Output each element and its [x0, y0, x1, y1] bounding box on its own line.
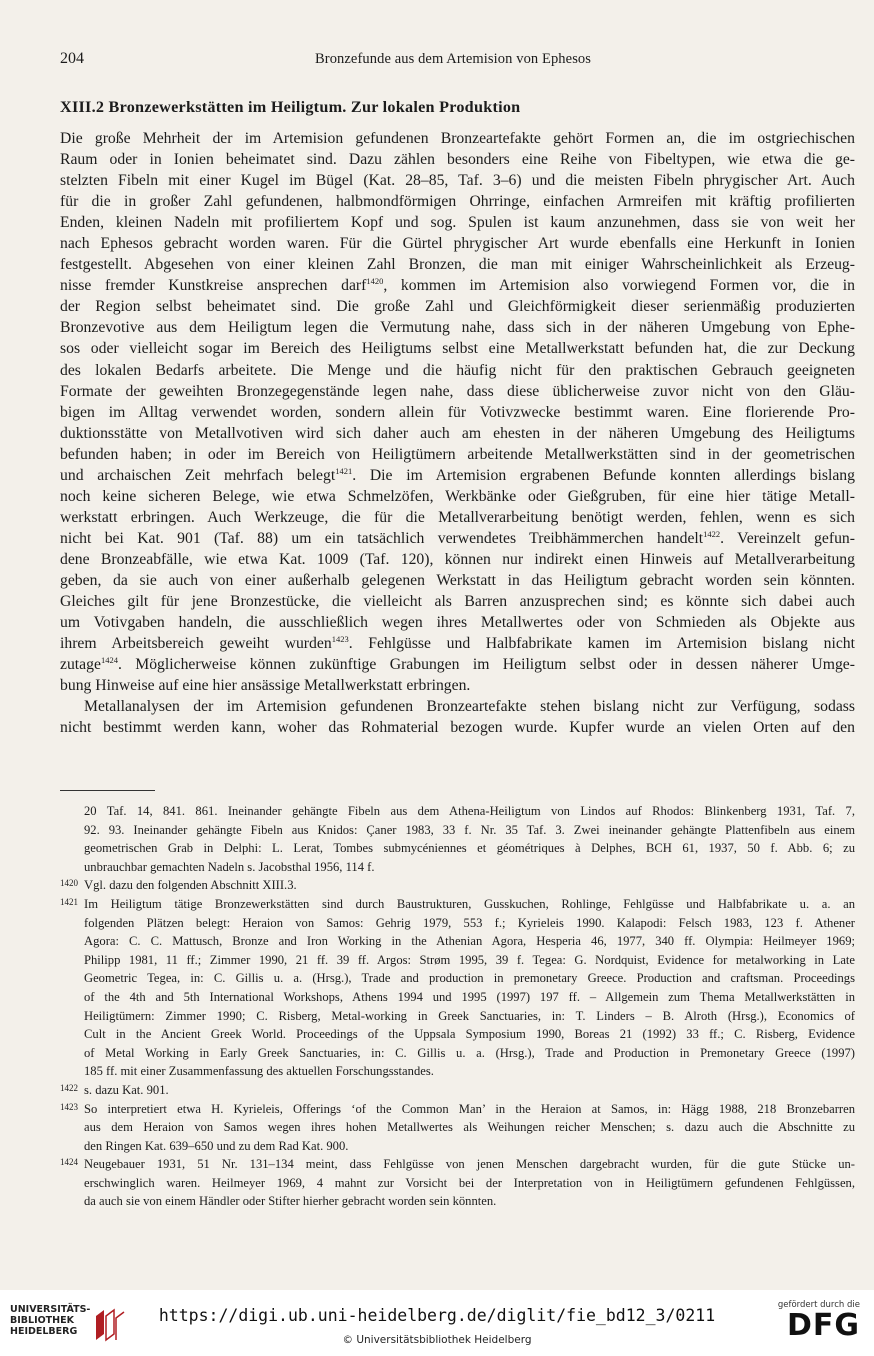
footnote-number: 1420	[60, 878, 78, 889]
body-line: ihrem Arbeitsbereich geweiht wurden$^{1423}$. Fehlgüsse und Halbfabrikate kamen im Artemision bislang nicht	[60, 634, 855, 653]
footnote-ref[interactable]: 1422	[703, 528, 721, 539]
footnote-ref[interactable]: 1420	[366, 276, 384, 287]
body-line: Enden, kleinen Nadeln mit profiliertem Kopf und sog. Spulen ist kaum anzunehmen, dass sie von weit her	[60, 214, 855, 232]
footnote-number: 1423	[60, 1101, 78, 1112]
funder-label: gefördert durch die	[777, 1300, 860, 1310]
footnote-line: Philipp 1981, 11 ff.; Zimmer 1990, 21 ff. 39 ff. Argos: Strøm 1995, 39 f. Tegea: G. Nordquist, Evidence for metalworking in Late	[84, 952, 855, 967]
footnote-number: 1424	[60, 1157, 78, 1168]
body-line: Raum oder in Ionien beheimatet sind. Dazu zählen besonders eine Reihe von Fibeltypen, wie etwa die ge-	[60, 151, 855, 169]
body-line: sos oder vielleicht sogar im Bereich des Heiligtums selbst eine Metallwerkstatt befunden hat, die zur Deckung	[60, 340, 855, 358]
footnote-line: unbrauchbar gemachten Nadeln s. Jacobsthal 1956, 114 f.	[84, 859, 375, 874]
section-heading: XIII.2 Bronzewerkstätten im Heiligtum. Zur lokalen Produktion	[60, 98, 521, 116]
footnote-line: 92. 93. Ineinander gehängte Fibeln aus Knidos: Çaner 1983, 33 f. Nr. 35 Taf. 3. Zwei ineinander gehängte Plattenfibeln aus einem	[84, 822, 855, 837]
body-line: duktionsstätte von Metallvotiven wird sich daher auch am ehesten in der näheren Umgebung des Heiligtums	[60, 424, 855, 442]
footnote-line: folgenden Plätzen belegt: Heraion von Samos: Gehrig 1979, 553 f.; Kyrieleis 1990. Kalapodi: Felsch 1983, 123 f. Athener	[84, 915, 855, 930]
footnote-ref[interactable]: 1421	[335, 465, 353, 476]
body-line: noch keine sicheren Belege, wie etwa Schmelzöfen, Werkbänke oder Gießgruben, für eine hier tätige Metall-	[60, 487, 855, 505]
body-line: festgestellt. Abgesehen von einer kleinen Zahl Bronzen, die man mit einiger Wahrscheinlichkeit als Erzeug-	[60, 256, 855, 274]
footnote-1420	[60, 876, 855, 895]
body-line: Die große Mehrheit der im Artemision gefundenen Bronzeartefakte gehört Formen an, die im ostgriechischen	[60, 130, 855, 147]
body-line: stelzten Fibeln mit einer Kugel im Bügel (Kat. 28–85, Taf. 3–6) und die meisten Fibeln phrygischer Art. Auch	[60, 172, 855, 190]
body-line: nicht bei Kat. 901 (Taf. 88) um ein tatsächlich verwendetes Treibhämmerchen handelt$^{1422}$. Vereinzelt gefun-	[60, 528, 855, 547]
page-header	[60, 50, 855, 72]
footnote-1421	[60, 895, 855, 1081]
body-line: nisse fremder Kunstkreise ansprechen darf$^{1420}$, kommen im Artemision also vorwiegend Formen vor, die in	[60, 276, 855, 295]
body-line: Bronzevotive aus dem Heiligtum legen die Vermutung nahe, dass sich in der näheren Umgebung von Ephe-	[60, 319, 855, 337]
copyright-notice: © Universitätsbibliothek Heidelberg	[342, 1334, 532, 1346]
footnote-line: 20 Taf. 14, 841. 861. Ineinander gehängte Fibeln aus dem Athena-Heiligtum von Lindos auf Rhodos: Blinkenberg 1931, Taf. 7,	[84, 804, 855, 818]
footnote-line: geometrischen Grab in Delphi: L. Lerat, Tombes submycéniennes et géométriques à Delphes, BCH 61, 1937, 50 f. Abb. 6; zu	[84, 841, 855, 856]
footnote-line: So interpretiert etwa H. Kyrieleis, Offerings ‘of the Common Man’ in the Heraion at Samos, in: Hägg 1988, 218 Bronzebarren	[84, 1101, 855, 1116]
footnote-line: of the 4th and 5th International Workshops, Athens 1994 und 1995 (1997) 197 ff. – Allgemein zum Thema Metallwerkstätten in	[84, 989, 855, 1004]
footnote-line: den Ringen Kat. 639–650 und zu dem Rad Kat. 900.	[84, 1138, 349, 1153]
footnote-ref[interactable]: 1424	[100, 655, 118, 666]
document-url-link[interactable]: https://digi.ub.uni-heidelberg.de/diglit/fie_bd12_3/0211	[158, 1306, 716, 1325]
footnote-line: of Metal Working in Early Greek Sanctuaries, in: C. Gillis u. a. (Hrsg.), Trade and Production in Premonetary Greece (1997)	[84, 1045, 855, 1060]
body-line: nicht bestimmt werden kann, woher das Rohmaterial bezogen wurde. Kupfer wurde an vielen Orten auf den	[60, 719, 855, 737]
footnote-number: 1421	[60, 896, 78, 907]
footnote-1422	[60, 1081, 855, 1100]
body-line: bung Hinweise auf eine hier ansässige Metallwerkstatt erbringen.	[60, 677, 471, 695]
footnote-line: Cult in the Ancient Greek World. Proceedings of the Uppsala Symposium 1990, Boreas 21 (1992) 33 ff.; C. Risberg, Evidence	[84, 1027, 855, 1042]
body-line: für die in großer Zahl gefundenen, halbmondförmigen Ohrringe, einfachen Armreifen mit kräftig profilierten	[60, 193, 855, 211]
footnote-divider	[60, 790, 155, 791]
running-title: Bronzefunde aus dem Artemision von Ephesos	[315, 51, 592, 67]
body-line: zutage$^{1424}$. Möglicherweise können zukünftige Grabungen im Heiligtum selbst oder in dessen näherer Umge-	[60, 655, 855, 674]
body-line: Metallanalysen der im Artemision gefundenen Bronzeartefakte stehen bislang nicht zur Verfügung, sodass	[84, 698, 855, 716]
footnote-continued	[60, 802, 855, 876]
footnote-line: Geometric Tegea, in: C. Gillis u. a. (Hrsg.), Trade and production in premonetary Greece. Production and craftsman. Proceedings	[84, 971, 855, 986]
viewer-footer	[0, 1290, 874, 1356]
body-line: werkstatt erbringen. Auch Werkzeuge, die für die Metallverarbeitung benötigt werden, fehlen, wenn es sich	[60, 508, 855, 526]
footnote-1424	[60, 1155, 855, 1211]
footnote-line: da auch sie von einem Händler oder Stifter hierher gebracht worden sein könnten.	[84, 1194, 497, 1209]
library-logo-text: UNIVERSITÄTS- BIBLIOTHEK HEIDELBERG	[10, 1304, 91, 1337]
body-line: Formate der geweihten Bronzegegenstände legen nahe, dass diese üblicherweise zuvor nicht von den Gläu-	[60, 382, 855, 400]
page-number: 204	[60, 50, 84, 67]
footnote-line: Agora: C. C. Mattusch, Bronze and Iron Working in the Athenian Agora, Hesperia 46, 1977, 340 ff. Olympia: Heilmeyer 1969;	[84, 934, 855, 949]
footnote-ref[interactable]: 1423	[331, 634, 349, 645]
footnotes	[60, 802, 855, 1211]
funder-logo[interactable]	[764, 1300, 860, 1342]
body-line: des lokalen Bedarfs arbeitete. Die Menge und die häufig nicht für den praktischen Gebrauch geeigneten	[60, 361, 855, 379]
body-line: nach Ephesos gebracht worden waren. Für die Gürtel phrygischer Art wurde ebenfalls eine Herkunft in Ionien	[60, 235, 855, 253]
footnote-line: Vgl. dazu den folgenden Abschnitt XIII.3.	[84, 878, 297, 893]
body-line: und archaischen Zeit mehrfach belegt$^{1421}$. Die im Artemision ergrabenen Befunde konnten allerdings bislang	[60, 465, 855, 484]
footnote-line: s. dazu Kat. 901.	[84, 1082, 169, 1097]
footnote-line: aus dem Heraion von Samos wegen ihres hohen Metallwertes als Weihungen reicher Menschen; s. dazu auch die Abschnitte zu	[84, 1120, 855, 1135]
body-line: befunden haben; in oder im Bereich von Heiligtümern arbeitende Metallwerkstätten sind in der geometrischen	[60, 445, 855, 463]
footnote-line: Neugebauer 1931, 51 Nr. 131–134 meint, dass Fehlgüsse von jenen Menschen dargebracht wurden, für die gute Stücke un-	[84, 1157, 855, 1172]
body-line: um Votivgaben handeln, die ausschließlich wegen ihres Metallwertes oder von Schmieden als Objekte aus	[60, 614, 855, 632]
body-line: der Region selbst beheimatet sind. Die große Zahl und Gleichförmigkeit dieser serienmäßig produzierten	[60, 298, 855, 316]
footnote-line: Im Heiligtum tätige Bronzewerkstätten sind durch Baustrukturen, Gusskuchen, Rohlinge, Fehlgüsse und Halbfabrikate u. a. an	[84, 896, 855, 911]
body-line: geben, da sie auch von einer außerhalb gelegenen Werkstatt in das Heiligtum gebracht worden sein könnten.	[60, 571, 855, 589]
body-line: Gleiches gilt für jene Bronzestücke, die vielleicht als Barren anzusprechen sind; es könnte sich dabei auch	[60, 593, 855, 611]
footnote-1423	[60, 1100, 855, 1156]
body-line: dene Bronzeabfälle, wie etwa Kat. 1009 (Taf. 120), können nur indirekt einen Hinweis auf Metallverarbeitung	[60, 550, 855, 568]
footnote-line: 185 ff. mit einer Zusammenfassung des aktuellen Forschungsstandes.	[84, 1064, 434, 1079]
dfg-logo-text: DFG	[786, 1308, 860, 1343]
body-line: bigen im Alltag verwendet worden, sondern allein für Votivzwecke bestimmt waren. Eine florierende Pro-	[60, 403, 855, 421]
footnote-line: erschwinglich waren. Heilmeyer 1969, 4 mahnt zur Vorsicht bei der Interpretation von in Heiligtümern gefundenen Fehlgüssen,	[84, 1175, 855, 1190]
footnote-number: 1422	[60, 1082, 78, 1093]
footnote-line: Heiligtümern: Zimmer 1990; C. Risberg, Metal-working in Greek Sanctuaries, in: T. Linders – B. Alroth (Hrsg.), Economics of	[84, 1008, 855, 1023]
body-text	[60, 128, 855, 738]
